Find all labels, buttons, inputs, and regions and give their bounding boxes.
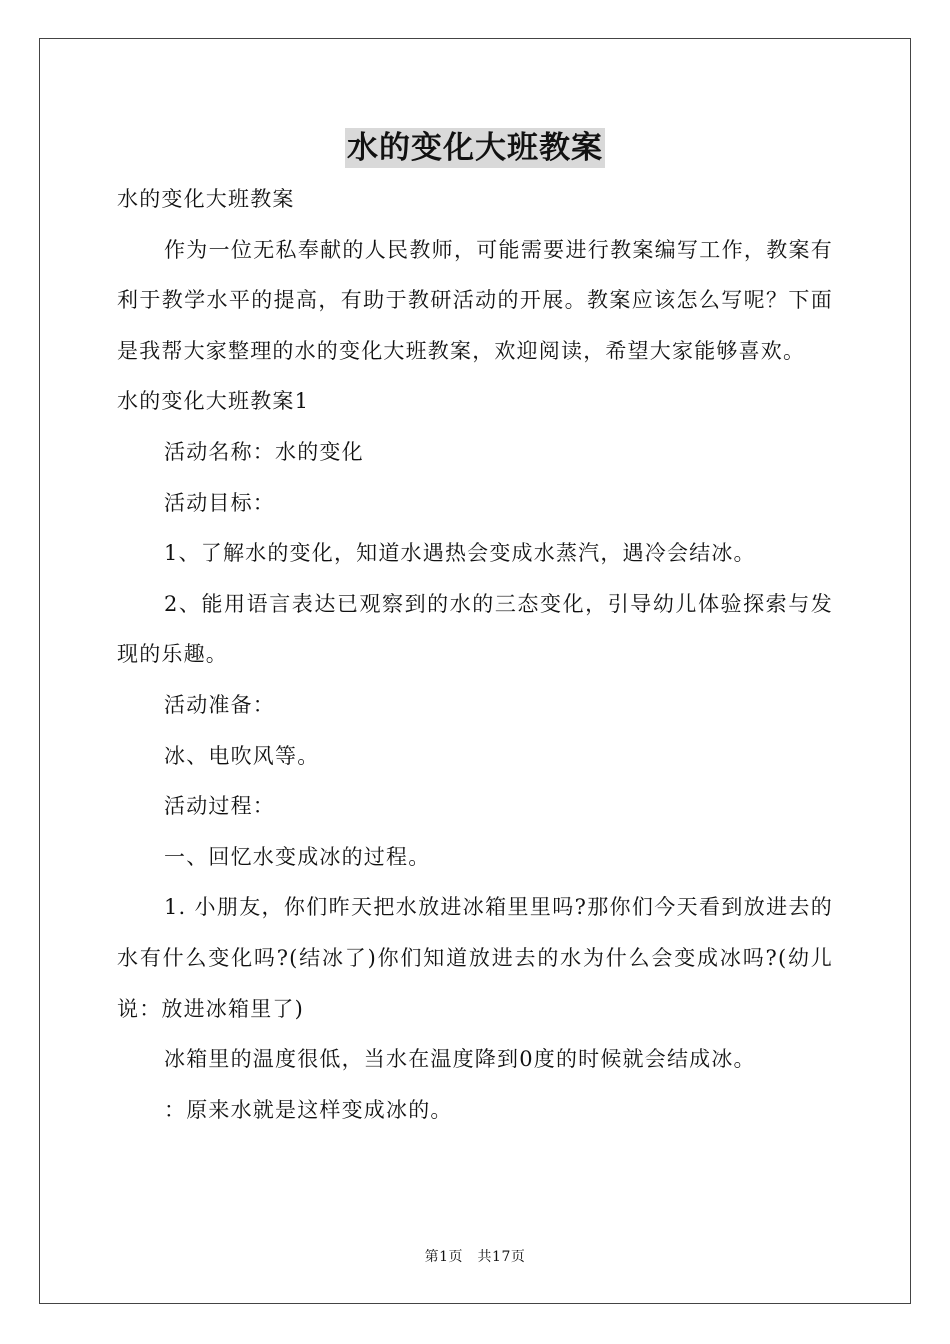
paragraph: 一、回忆水变成冰的过程。 <box>164 844 431 869</box>
paragraph: 水的变化大班教案 <box>117 187 295 211</box>
paragraph: 活动目标： <box>164 490 275 515</box>
document-title: 水的变化大班教案 <box>347 130 603 166</box>
paragraph: 作为一位无私奉献的人民教师，可能需要进行教案编写工作，教案有利于教学水平的提高，有助于教研活动的开展。教案应该怎么写呢？下面是我帮大家整理的水的变化大班教案，欢迎阅读，希望大家能够喜欢。 <box>117 237 833 363</box>
paragraph: 1、了解水的变化，知道水遇热会变成水蒸汽，遇冷会结冰。 <box>164 541 756 566</box>
page-footer <box>0 1246 950 1266</box>
paragraph: 冰箱里的温度很低，当水在温度降到0度的时候就会结成冰。 <box>164 1047 756 1072</box>
paragraph: 水的变化大班教案1 <box>117 389 310 414</box>
paragraph: 活动过程： <box>164 794 275 819</box>
paragraph: 1. 小朋友，你们昨天把水放进冰箱里里吗?那你们今天看到放进去的水有什么变化吗?(结冰了)你们知道放进去的水为什么会变成冰吗?(幼儿说：放进冰箱里了) <box>117 895 833 1021</box>
paragraph: 2、能用语言表达已观察到的水的三态变化，引导幼儿体验探索与发现的乐趣。 <box>117 591 833 667</box>
page-number: 第1页 共17页 <box>424 1249 526 1265</box>
document-body <box>117 174 833 1135</box>
paragraph: 活动准备： <box>164 692 275 717</box>
paragraph: ：原来水就是这样变成冰的。 <box>164 1097 453 1122</box>
document-title-block <box>0 128 950 168</box>
paragraph: 活动名称：水的变化 <box>164 439 364 464</box>
paragraph: 冰、电吹风等。 <box>164 743 320 768</box>
